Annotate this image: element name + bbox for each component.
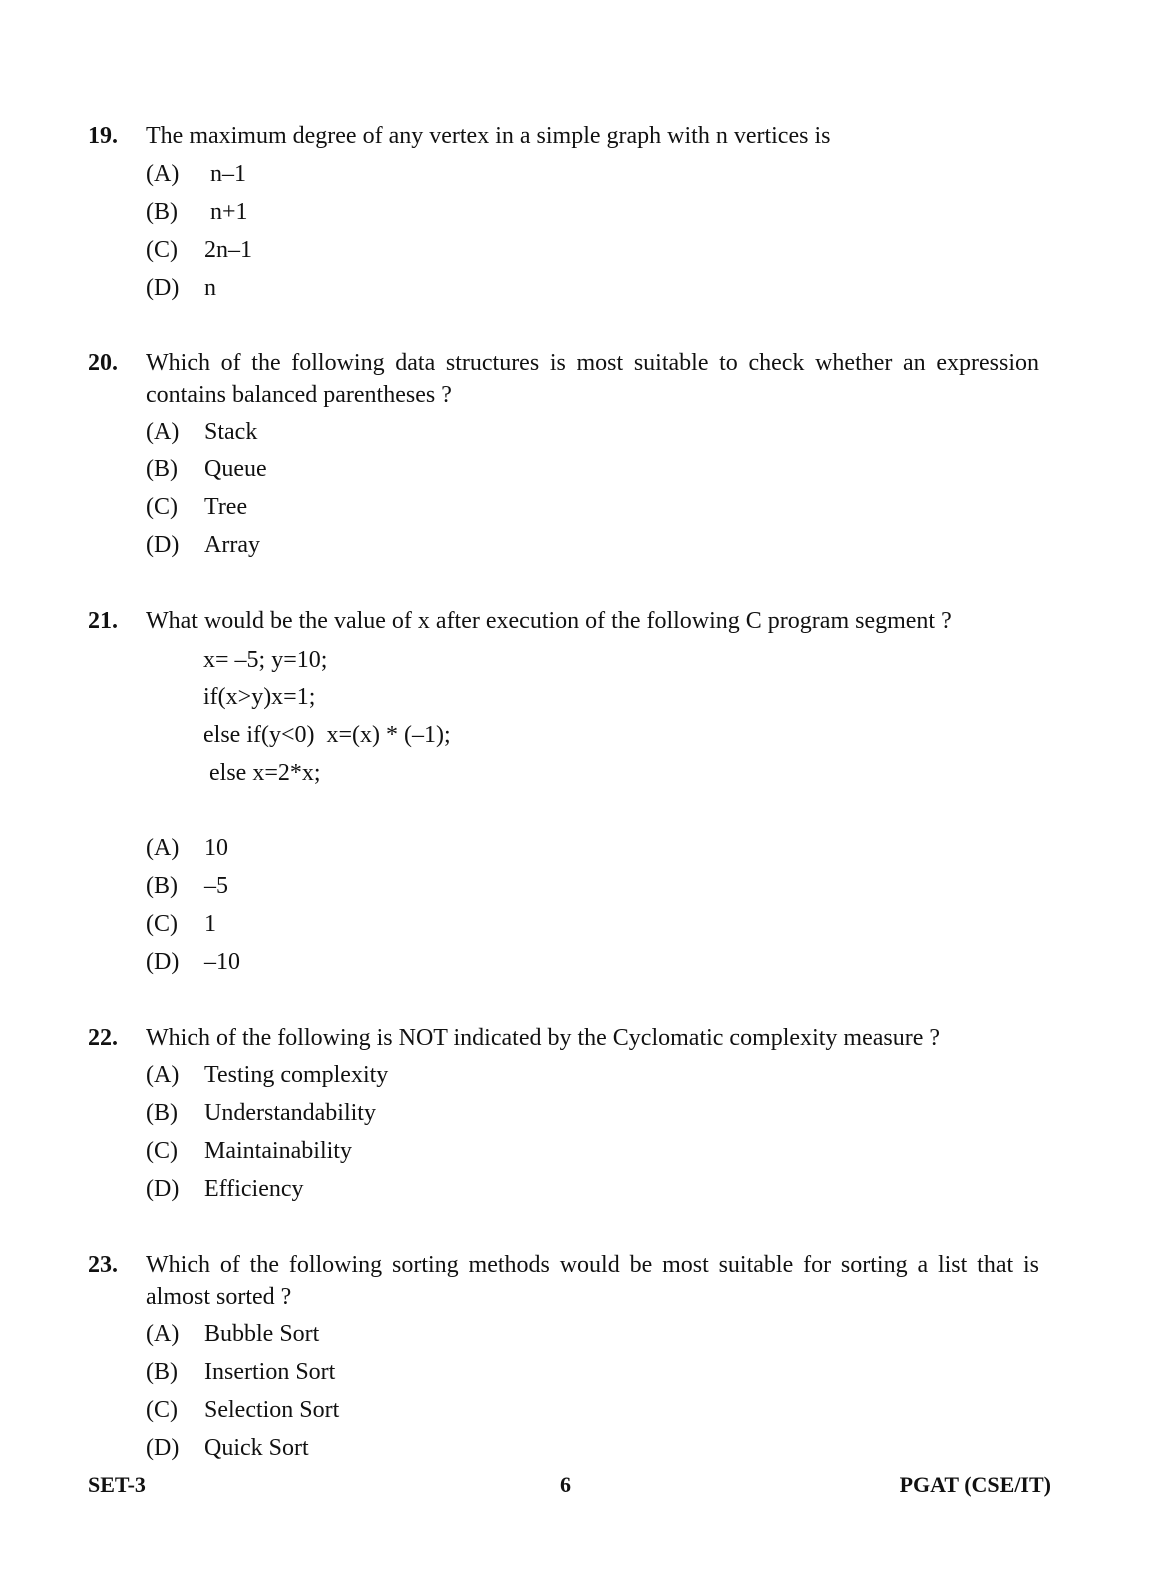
option-label: (C) bbox=[146, 237, 178, 263]
code-line: if(x>y)x=1; bbox=[203, 684, 316, 710]
option-text: n bbox=[204, 275, 216, 301]
option-b bbox=[146, 197, 248, 227]
option-label: (C) bbox=[146, 494, 178, 520]
option-text: Array bbox=[204, 532, 260, 558]
code-line: x= –5; y=10; bbox=[203, 647, 328, 673]
option-label: (B) bbox=[146, 199, 178, 225]
code-line: else x=2*x; bbox=[203, 760, 321, 786]
code-line: else if(y<0) x=(x) * (–1); bbox=[203, 722, 451, 748]
option-label: (A) bbox=[146, 835, 180, 861]
option-text: Queue bbox=[204, 456, 267, 482]
footer-set-code: SET-3 bbox=[88, 1472, 146, 1497]
option-text: 10 bbox=[204, 835, 228, 861]
question-number: 19. bbox=[88, 123, 118, 149]
question-text: Which of the following sorting methods would be most suitable for sorting a list that is almost sorted ? bbox=[146, 1252, 1039, 1310]
option-label: (B) bbox=[146, 1359, 178, 1385]
option-text: Insertion Sort bbox=[204, 1359, 336, 1385]
option-c bbox=[146, 1136, 352, 1166]
option-label: (B) bbox=[146, 873, 178, 899]
option-text: –5 bbox=[204, 873, 228, 899]
option-b bbox=[146, 1098, 376, 1128]
option-b bbox=[146, 871, 228, 901]
option-text: Bubble Sort bbox=[204, 1321, 320, 1347]
option-label: (D) bbox=[146, 275, 180, 301]
option-label: (D) bbox=[146, 1176, 180, 1202]
footer-exam-name: PGAT (CSE/IT) bbox=[899, 1472, 1051, 1497]
question-text: Which of the following is NOT indicated by the Cyclomatic complexity measure ? bbox=[146, 1025, 941, 1051]
option-label: (A) bbox=[146, 1062, 180, 1088]
option-text: Testing complexity bbox=[204, 1062, 389, 1088]
question-number: 22. bbox=[88, 1025, 118, 1051]
option-c bbox=[146, 235, 252, 265]
option-c bbox=[146, 492, 247, 522]
option-text: 2n–1 bbox=[204, 237, 252, 263]
question-number: 21. bbox=[88, 608, 118, 634]
question-text: Which of the following data structures is most suitable to check whether an expression contains balanced parentheses ? bbox=[146, 350, 1039, 408]
option-text: 1 bbox=[204, 911, 216, 937]
option-d bbox=[146, 1433, 309, 1463]
option-label: (C) bbox=[146, 911, 178, 937]
option-text: Tree bbox=[204, 494, 248, 520]
option-label: (C) bbox=[146, 1397, 178, 1423]
option-label: (C) bbox=[146, 1138, 178, 1164]
option-text: Quick Sort bbox=[204, 1435, 309, 1461]
option-b bbox=[146, 454, 267, 484]
option-text: Understandability bbox=[204, 1100, 376, 1126]
option-a bbox=[146, 1319, 319, 1349]
option-text: Maintainability bbox=[204, 1138, 352, 1164]
question-number: 20. bbox=[88, 350, 118, 376]
option-b bbox=[146, 1357, 335, 1387]
option-c bbox=[146, 909, 216, 939]
option-d bbox=[146, 530, 260, 560]
option-label: (A) bbox=[146, 161, 180, 187]
page-number: 6 bbox=[560, 1472, 571, 1497]
option-a bbox=[146, 417, 257, 447]
option-label: (D) bbox=[146, 532, 180, 558]
option-text: n+1 bbox=[204, 199, 248, 225]
option-label: (B) bbox=[146, 456, 178, 482]
option-c bbox=[146, 1395, 339, 1425]
question-text: The maximum degree of any vertex in a simple graph with n vertices is bbox=[146, 123, 831, 149]
option-a bbox=[146, 833, 228, 863]
option-text: Selection Sort bbox=[204, 1397, 340, 1423]
question-text: What would be the value of x after execution of the following C program segment ? bbox=[146, 608, 952, 634]
option-label: (B) bbox=[146, 1100, 178, 1126]
option-text: Stack bbox=[204, 419, 258, 445]
option-label: (D) bbox=[146, 1435, 180, 1461]
option-d bbox=[146, 1174, 304, 1204]
option-label: (A) bbox=[146, 1321, 180, 1347]
option-text: –10 bbox=[204, 949, 240, 975]
option-text: n–1 bbox=[204, 161, 246, 187]
option-a bbox=[146, 159, 246, 189]
option-a bbox=[146, 1060, 388, 1090]
option-d bbox=[146, 273, 216, 303]
question-number: 23. bbox=[88, 1252, 118, 1278]
option-label: (A) bbox=[146, 419, 180, 445]
option-d bbox=[146, 947, 240, 977]
option-label: (D) bbox=[146, 949, 180, 975]
option-text: Efficiency bbox=[204, 1176, 304, 1202]
